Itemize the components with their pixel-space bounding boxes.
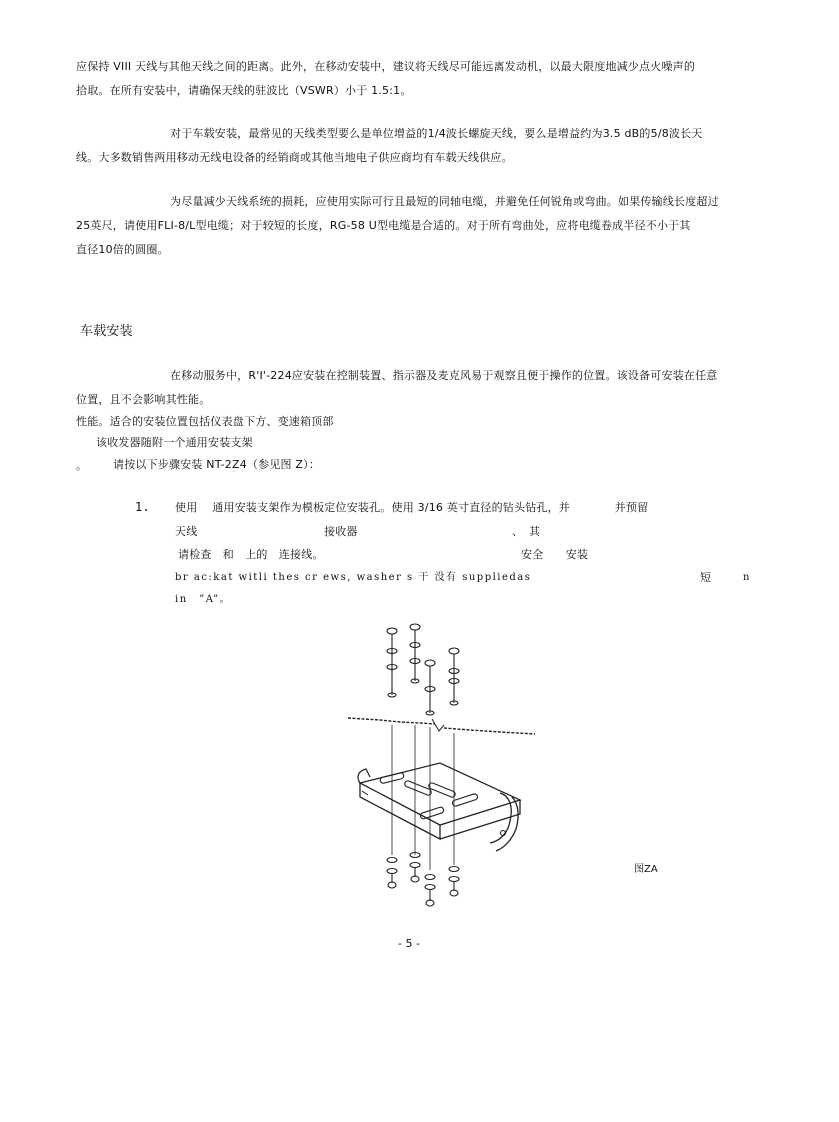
section-line-5: 请按以下步骤安装 NT-2Z4（参见图 Z）： xyxy=(113,458,321,471)
p1-line-1: 应保持 VIII 天线与其他天线之间的距离。此外，在移动安装中，建议将天线尽可能远离发动机，以最大限度地减少点火噪声的 xyxy=(76,60,696,73)
lower-screw-2 xyxy=(410,853,420,883)
p3-line-1: 为尽量减少天线系统的损耗，应使用实际可行且最短的同轴电缆，并避免任何锐角或弯曲。如果传输线长度超过 xyxy=(170,195,719,208)
step1-line-4b: 短 xyxy=(700,571,712,584)
lower-screw-1 xyxy=(387,858,397,889)
upper-screw-4 xyxy=(449,648,459,705)
section-line-3: 性能。适合的安装位置包括仪表盘下方、变速箱顶部 xyxy=(76,415,334,428)
step1-line-4c: n xyxy=(743,572,751,583)
step1-line-5: in ”A”。 xyxy=(175,594,232,605)
section-line-4: 该收发器随附一个通用安装支架 xyxy=(96,436,253,449)
mounting-bracket-figure xyxy=(340,615,555,915)
step1-line-2c: 、 其 xyxy=(512,525,541,538)
step1-line-1: 使用 通用安装支架作为模板定位安装孔。使用 3/16 英寸直径的钻头钻孔，并 并预留 xyxy=(175,501,649,514)
step1-line-3a: 请检查 和 上的 连接线。 xyxy=(178,548,324,561)
p2-line-1: 对于车载安装，最常见的天线类型要么是单位增益的1/4波长螺旋天线，要么是增益约为3.5 dB的5/8波长天 xyxy=(170,127,703,140)
upper-screw-2 xyxy=(410,624,420,683)
section-line-5-mark: 。 xyxy=(76,459,88,472)
figure-label: 图ZA xyxy=(634,864,658,875)
step1-line-4: br ac:kat witli thes cr ews, washer s 干 没有 suppliedas xyxy=(175,572,532,583)
upper-screw-1 xyxy=(387,628,397,697)
step1-line-2b: 接收器 xyxy=(324,525,358,538)
step1-line-2a: 天线 xyxy=(175,525,198,538)
lower-screw-4 xyxy=(449,867,459,897)
p3-line-3: 直径10倍的圆圈。 xyxy=(76,243,169,256)
lower-screw-3 xyxy=(425,875,435,907)
section-heading: 车载安装 xyxy=(80,324,133,339)
p3-line-2: 25英尺，请使用FLI-8/L型电缆；对于较短的长度，RG-58 U型电缆是合适的。对于所有弯曲处，应将电缆卷成半径不小于其 xyxy=(76,219,691,232)
section-line-1: 在移动服务中，R'I'-224应安装在控制装置、指示器及麦克风易于观察且便于操作的位置。该设备可安装在任意 xyxy=(170,369,718,382)
p1-line-2: 拾取。在所有安装中，请确保天线的驻波比（VSWR）小于 1.5:1。 xyxy=(76,84,412,97)
step1-line-3b: 安全 安装 xyxy=(521,548,589,561)
upper-screw-3 xyxy=(425,660,435,715)
section-line-2: 位置，且不会影响其性能。 xyxy=(76,393,211,406)
page-number: - 5 - xyxy=(398,937,420,950)
step-number: 1. xyxy=(135,500,150,514)
p2-line-2: 线。大多数销售两用移动无线电设备的经销商或其他当地电子供应商均有车载天线供应。 xyxy=(76,151,513,164)
